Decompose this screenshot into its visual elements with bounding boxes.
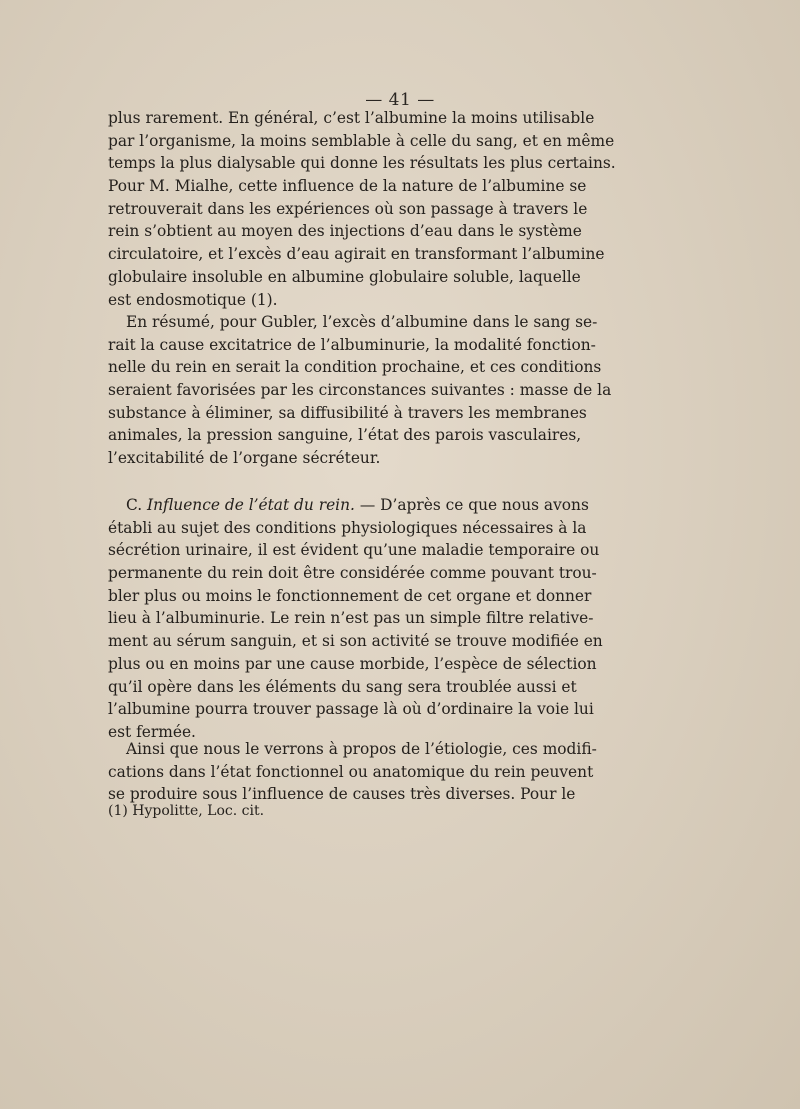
text-line: plus rarement. En général, c’est l’albumine la moins utilisable <box>108 109 595 127</box>
text-line: En résumé, pour Gubler, l’excès d’albumine dans le sang se- <box>126 313 598 331</box>
page-number: — 41 — <box>365 90 435 110</box>
text-line: établi au sujet des conditions physiologiques nécessaires à la <box>108 518 587 537</box>
text-line: animales, la pression sanguine, l’état des parois vasculaires, <box>108 426 582 445</box>
paragraph-1 <box>108 109 616 313</box>
text-line: Pour M. Mialhe, cette influence de la nature de l’albumine se <box>108 177 587 196</box>
text-line: qu’il opère dans les éléments du sang sera troublée aussi et <box>108 677 577 696</box>
text-line: cations dans l’état fonctionnel ou anatomique du rein peuvent <box>108 762 594 781</box>
text-line: se produire sous l’influence de causes très diverses. Pour le <box>108 785 576 804</box>
section-first-line-text: D’après ce que nous avons <box>380 496 589 514</box>
text-line: est endosmotique (1). <box>108 290 278 309</box>
text-line: nelle du rein en serait la condition prochaine, et ces conditions <box>108 358 602 377</box>
text-line: substance à éliminer, sa diffusibilité à travers les membranes <box>108 403 587 422</box>
text-line: sécrétion urinaire, il est évident qu’une maladie temporaire ou <box>108 541 600 560</box>
text-line: Ainsi que nous le verrons à propos de l’étiologie, ces modifi- <box>126 740 597 758</box>
paragraph-3 <box>108 496 603 746</box>
text-line: l’albumine pourra trouver passage là où d’ordinaire la voie lui <box>108 700 594 719</box>
text-line: bler plus ou moins le fonctionnement de cet organe et donner <box>108 586 592 605</box>
text-line: retrouverait dans les expériences où son passage à travers le <box>108 199 588 218</box>
text-line: rait la cause excitatrice de l’albuminurie, la modalité fonction- <box>108 335 596 354</box>
section-title: Influence de l’état du rein. <box>147 496 355 514</box>
text-line: permanente du rein doit être considérée comme pouvant trou- <box>108 564 597 583</box>
text-line: lieu à l’albuminurie. Le rein n’est pas un simple filtre relative- <box>108 609 594 628</box>
text-line: globulaire insoluble en albumine globulaire soluble, laquelle <box>108 267 581 286</box>
text-line: l’excitabilité de l’organe sécréteur. <box>108 449 381 468</box>
text-line: rein s’obtient au moyen des injections d’eau dans le système <box>108 222 582 241</box>
text-line: est fermée. <box>108 722 196 741</box>
text-line: temps la plus dialysable qui donne les résultats les plus certains. <box>108 154 616 173</box>
section-label: C. <box>126 496 143 514</box>
paragraph-2 <box>108 313 612 472</box>
section-heading-line <box>108 496 589 519</box>
text-line: seraient favorisées par les circonstances suivantes : masse de la <box>108 381 612 400</box>
footnote: (1) Hypolitte, Loc. cit. <box>108 803 265 819</box>
text-line: ment au sérum sanguin, et si son activité se trouve modifiée en <box>108 632 603 651</box>
text-line: plus ou en moins par une cause morbide, l’espèce de sélection <box>108 654 597 673</box>
text-line: circulatoire, et l’excès d’eau agirait en transformant l’albumine <box>108 245 605 264</box>
section-dash: — <box>359 496 376 514</box>
text-line: par l’organisme, la moins semblable à celle du sang, et en même <box>108 131 615 150</box>
paragraph-4 <box>108 740 597 808</box>
